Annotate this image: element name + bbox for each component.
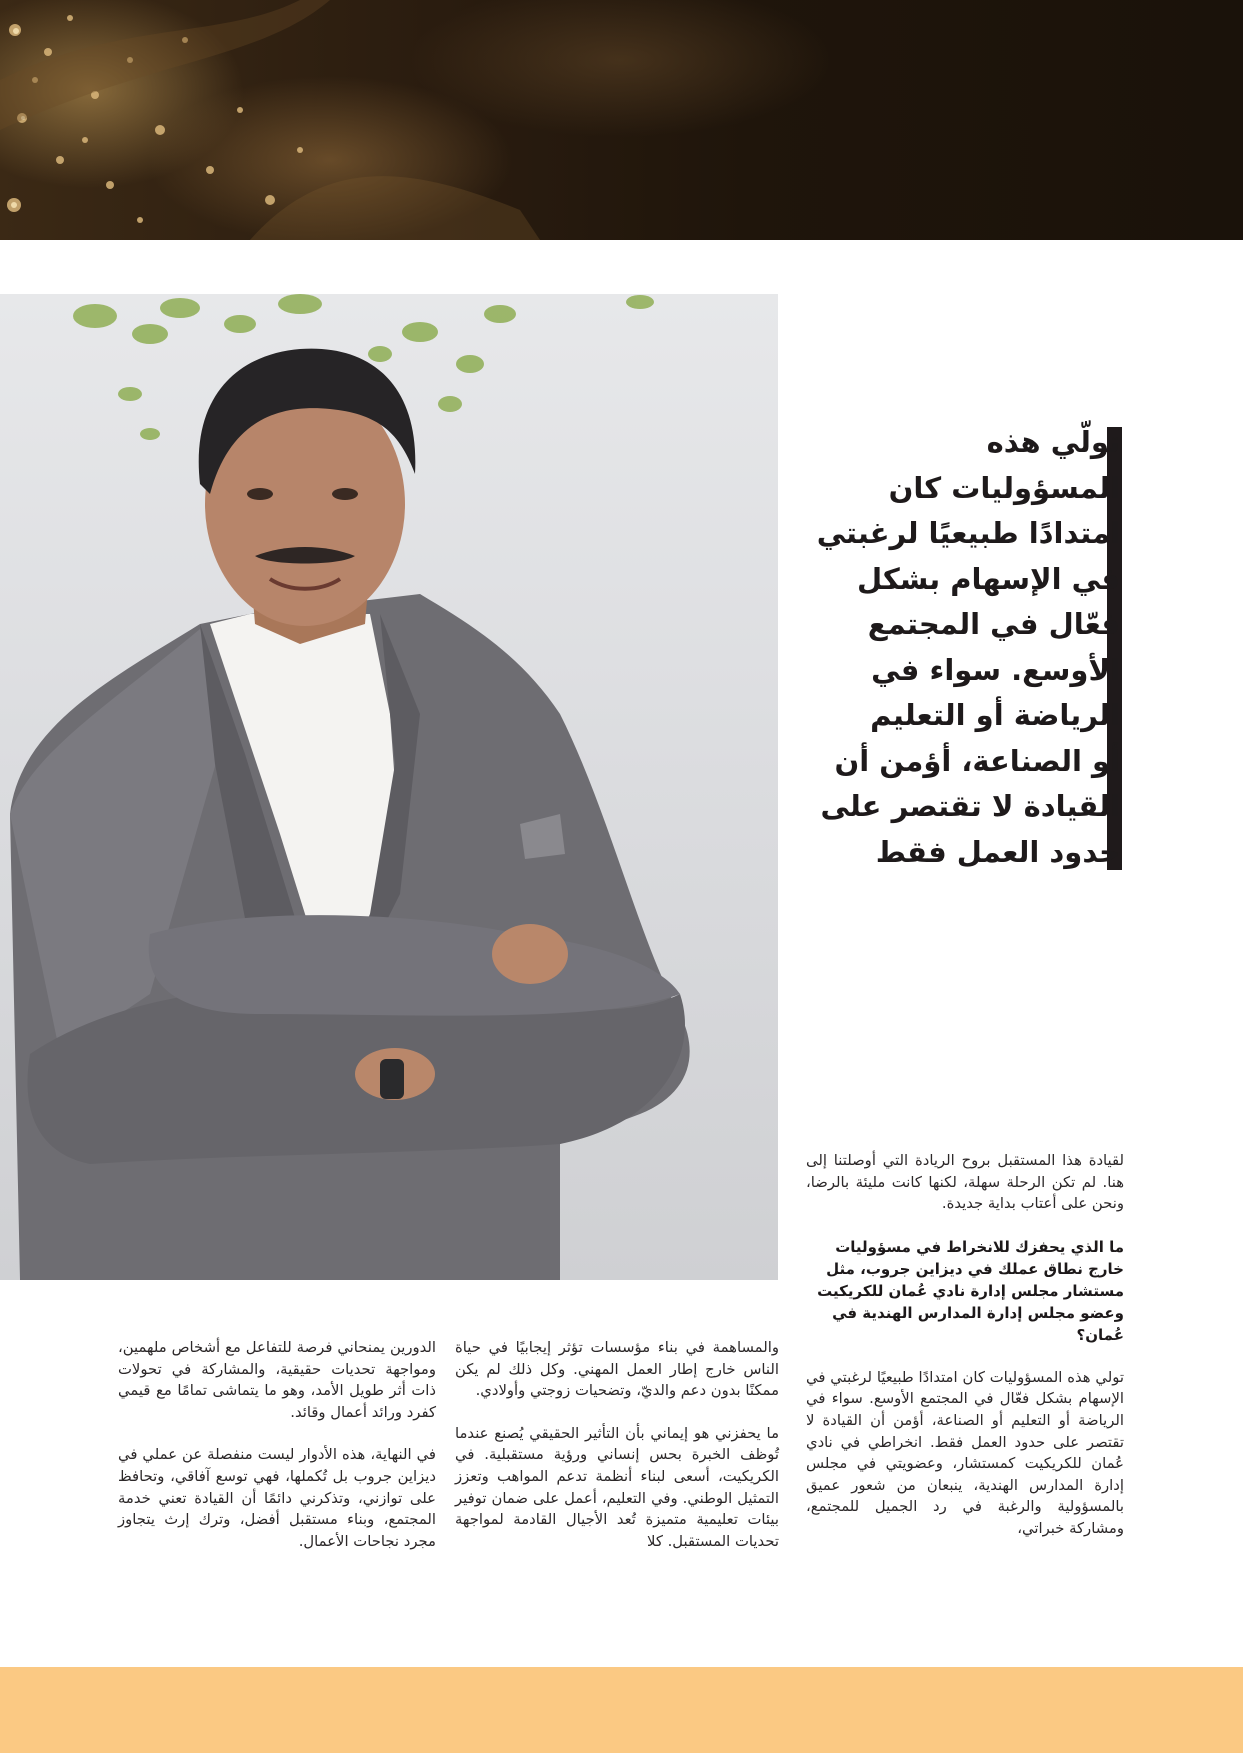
article-column-middle [455, 1337, 779, 1573]
article-paragraph: الدورين يمنحاني فرصة للتفاعل مع أشخاص ملهمين، ومواجهة تحديات حقيقية، والمشاركة في تحولات ذات أثر طويل الأمد، وهو ما يتماشى تمامًا مع قيمي كفرد ورائد أعمال وقائد. [118, 1339, 436, 1421]
pull-quote-line: أو الصناعة، أؤمن أن [834, 743, 1120, 778]
article-column-right [806, 1150, 1124, 1561]
portrait-photo [0, 294, 778, 1280]
pull-quote-line: حدود العمل فقط [875, 834, 1120, 869]
header-decorative-banner [0, 0, 1243, 240]
pull-quote-line: الأوسع. سواء في [871, 652, 1120, 687]
pull-quote-line: فعّال في المجتمع [867, 607, 1120, 641]
article-paragraph: تولي هذه المسؤوليات كان امتدادًا طبيعيًا لرغبتي في الإسهام بشكل فعّال في المجتمع الأوسع. سواء في الرياضة أو التعليم أو الصناعة، أؤمن أن القيادة لا تقتصر على حدود العمل فقط. انخراطي في نادي عُمان للكريكيت كمستشار، وعضويتي في مجلس إدارة المدارس الهندية، ينبعان من شعور عميق بالمسؤولية والرغبة في رد الجميل للمجتمع، ومشاركة خبراتي، [806, 1368, 1124, 1537]
pull-quote-line: القيادة لا تقتصر على [820, 789, 1120, 823]
article-paragraph: لقيادة هذا المستقبل بروح الريادة التي أوصلتنا إلى هنا. لم تكن الرحلة سهلة، لكنها كانت مليئة بالرضا، ونحن على أعتاب بداية جديدة. [806, 1152, 1124, 1213]
pull-quote-line: تولّي هذه [986, 425, 1120, 459]
article-paragraph: ما يحفزني هو إيماني بأن التأثير الحقيقي يُصنع عندما تُوظف الخبرة بحس إنساني ورؤية مستقبلية. في الكريكيت، أسعى لبناء أنظمة تدعم المواهب وتعزز التمثيل الوطني. وفي التعليم، أعمل على ضمان توفير بيئات تعليمية متميزة تُعد الأجيال القادمة لمواجهة تحديات المستقبل. كلا [455, 1424, 779, 1550]
pull-quote-line: امتدادًا طبيعيًا لرغبتي [816, 516, 1120, 550]
footer-color-band [0, 1667, 1243, 1753]
article-paragraph: والمساهمة في بناء مؤسسات تؤثر إيجابيًا في حياة الناس خارج إطار العمل المهني. وكل ذلك لم يكن ممكنًا بدون دعم والديّ، وتضحيات زوجتي وأولادي. [455, 1339, 779, 1400]
bokeh-lights-graphic [0, 0, 1243, 240]
pull-quote [800, 420, 1120, 875]
article-column-left [118, 1337, 436, 1573]
portrait-illustration [0, 294, 778, 1280]
pull-quote-line: الرياضة أو التعليم [870, 698, 1120, 732]
pull-quote-line: المسؤوليات كان [888, 470, 1120, 505]
article-paragraph: في النهاية، هذه الأدوار ليست منفصلة عن عملي في ديزاين جروب بل تُكملها، فهي توسع آفاقي، وتحافظ على توازني، وتذكرني دائمًا أن القيادة تعني خدمة المجتمع، وبناء مستقبل أفضل، وترك إرث يتجاوز مجرد نجاحات الأعمال. [118, 1446, 436, 1550]
pull-quote-line: في الإسهام بشكل [856, 561, 1120, 596]
interview-question: ما الذي يحفزك للانخراط في مسؤوليات خارج نطاق عملك في ديزاين جروب، مثل مستشار مجلس إدارة نادي عُمان للكريكيت وعضو مجلس إدارة المدارس الهندية في عُمان؟ [817, 1237, 1124, 1344]
